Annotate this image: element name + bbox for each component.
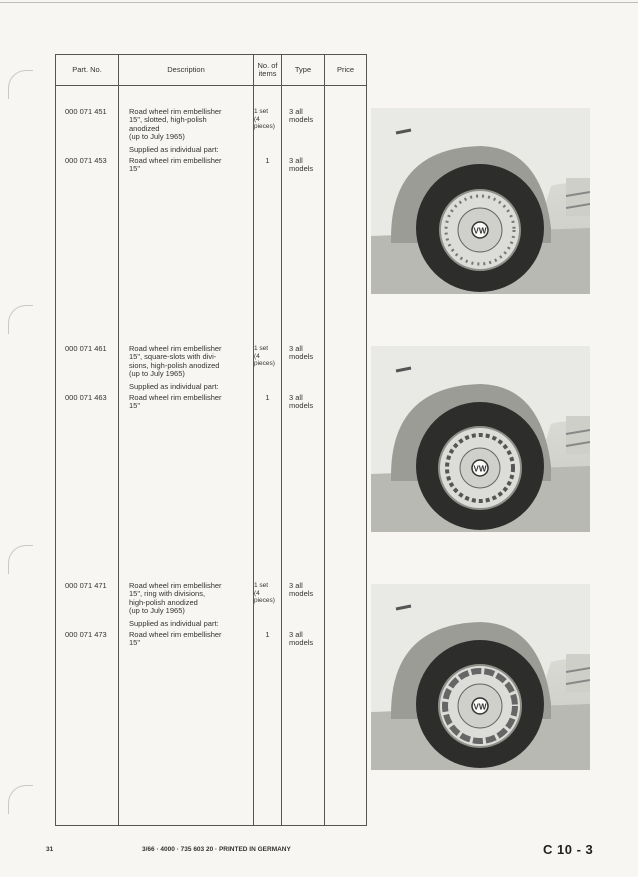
wheel-photo-ring-divisions	[371, 584, 590, 770]
part-quantity: 1 set (4 pieces)	[254, 108, 275, 130]
part-quantity: 1 set (4 pieces)	[254, 582, 275, 604]
column-divider	[281, 55, 282, 825]
part-type: 3 all models	[289, 393, 314, 411]
part-number: 000 071 451	[65, 107, 107, 116]
column-divider	[118, 55, 119, 825]
part-description: Road wheel rim embellisher 15"	[129, 393, 222, 411]
part-number: 000 071 461	[65, 344, 107, 353]
svg-text:VW: VW	[473, 464, 487, 474]
part-number: 000 071 463	[65, 393, 107, 402]
header-divider	[56, 85, 366, 86]
header-price: Price	[336, 65, 355, 74]
header-no-of-items: No. of items	[257, 61, 278, 78]
part-description: Road wheel rim embellisher 15"	[129, 156, 222, 174]
supplied-note: Supplied as individual part:	[129, 145, 219, 154]
part-description: Road wheel rim embellisher 15"	[129, 630, 222, 648]
part-quantity: 1	[265, 393, 270, 402]
part-type: 3 all models	[289, 344, 314, 362]
header-part-no: Part. No.	[72, 65, 102, 74]
part-type: 3 all models	[289, 156, 314, 174]
supplied-note: Supplied as individual part:	[129, 382, 219, 391]
wheel-photo-slotted	[371, 108, 590, 294]
hole-punch-mark	[8, 545, 33, 574]
page-number: 31	[46, 846, 54, 853]
part-type: 3 all models	[289, 107, 314, 125]
part-number: 000 071 453	[65, 156, 107, 165]
column-divider	[324, 55, 325, 825]
header-type: Type	[294, 65, 312, 74]
page-code: C 10 - 3	[543, 842, 594, 857]
print-info: 3/66 · 4000 · 735 603 20 · PRINTED IN GERMANY	[142, 846, 291, 853]
part-description: Road wheel rim embellisher 15", ring with divisions, high-polish anodized (up to July 1965)	[129, 581, 222, 616]
part-number: 000 071 473	[65, 630, 107, 639]
part-quantity: 1	[265, 156, 270, 165]
part-description: Road wheel rim embellisher 15", square-slots with divi- sions, high-polish anodized (up to July 1965)	[129, 344, 222, 379]
part-type: 3 all models	[289, 630, 314, 648]
supplied-note: Supplied as individual part:	[129, 619, 219, 628]
parts-table	[55, 54, 367, 826]
part-quantity: 1 set (4 pieces)	[254, 345, 275, 367]
hole-punch-mark	[8, 305, 33, 334]
top-rule	[0, 2, 638, 3]
part-description: Road wheel rim embellisher 15", slotted, high-polish anodized (up to July 1965)	[129, 107, 222, 142]
hole-punch-mark	[8, 70, 33, 99]
svg-text:VW: VW	[473, 226, 487, 236]
part-quantity: 1	[265, 630, 270, 639]
svg-text:VW: VW	[473, 702, 487, 712]
part-number: 000 071 471	[65, 581, 107, 590]
header-description: Description	[167, 65, 205, 74]
wheel-photo-square-slots	[371, 346, 590, 532]
hole-punch-mark	[8, 785, 33, 814]
part-type: 3 all models	[289, 581, 314, 599]
